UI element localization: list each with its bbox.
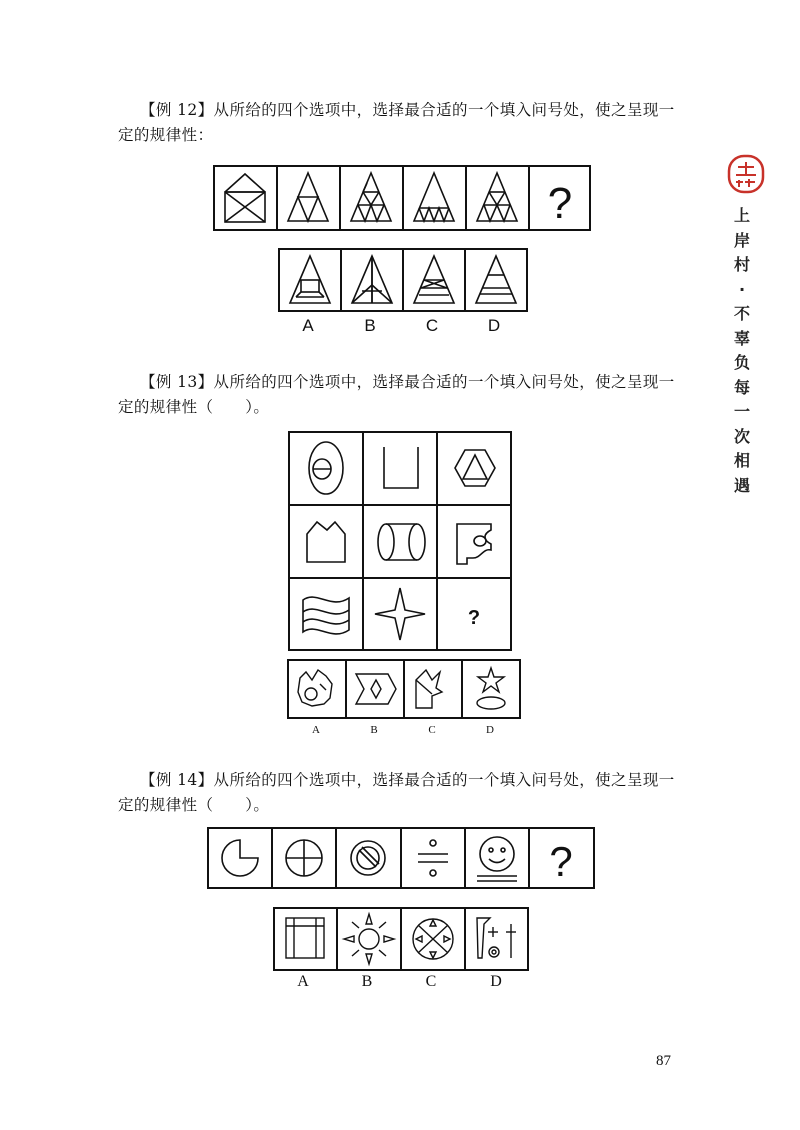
sidebar-char: 不 [733,304,750,323]
example-14-options-row [272,906,530,972]
sidebar-char: 负 [733,353,750,372]
example-14-figure-divide [418,840,448,876]
example-12-option-d-figure [476,256,516,303]
sidebar-char: 每 [733,377,750,397]
sidebar-char: 遇 [733,475,750,495]
example-13-line2: 定的规律性（ ）。 [118,398,270,416]
example-12-option-a-figure [290,256,330,303]
example-12-text [118,98,688,148]
example-13-option-d-figure [477,668,505,709]
example-14-option-c-figure [413,919,453,959]
example-14-line2: 定的规律性（ ）。 [118,796,270,814]
sidebar-char: 相 [733,451,750,470]
example-12-question-mark: ? [547,179,573,228]
example-13-cell-cylinder [378,524,425,560]
example-14-figure-circle-cross [286,840,322,876]
example-13-option-b-label[interactable]: B [370,724,378,736]
example-13-line1: 【例 13】从所给的四个选项中，选择最合适的一个填入问号处，使之呈现一 [140,373,675,391]
example-12-figure-1 [225,174,265,222]
example-13-option-c-label[interactable]: C [428,724,436,736]
example-14-question-row [206,826,596,890]
example-13-option-a-figure [298,670,332,706]
example-13-option-a-label[interactable]: A [312,724,320,736]
example-13-question-mark: ? [467,607,481,629]
sidebar-char: 辜 [733,328,750,348]
example-12-option-c-label[interactable]: C [425,316,439,335]
example-13-cell-house [307,522,345,562]
example-12-option-c-figure [414,256,454,303]
example-14-question-mark: ? [549,838,573,885]
example-13-text [118,370,688,420]
example-13-cell-hexagon [455,450,495,486]
example-12-option-a-label[interactable]: A [302,316,314,335]
example-12-line1: 【例 12】从所给的四个选项中，选择最合适的一个填入问号处，使之呈现一 [140,101,675,119]
page-number: 87 [656,1053,671,1069]
example-13-cell-star [375,588,425,640]
example-12-option-b-figure [352,256,392,303]
example-14-option-d-figure [477,918,516,958]
sidebar-char: · [738,279,746,299]
example-14-option-a-figure [286,918,324,958]
example-12-figure-2 [288,173,328,221]
example-13-options-row [286,658,522,720]
example-13-option-d-label[interactable]: D [486,724,494,736]
sidebar-char: 一 [733,402,750,421]
example-13-option-b-figure [356,674,396,704]
example-13-cell-ribbon [457,524,491,564]
sidebar-char: 上 [733,206,750,225]
example-14-option-b-figure [344,914,394,964]
example-14-option-b-label[interactable]: B [361,973,373,990]
example-14-option-a-label[interactable]: A [297,973,309,990]
example-12-line2: 定的规律性： [118,126,214,144]
sidebar-char: 次 [733,426,750,446]
example-12-figure-5 [477,173,517,221]
example-14-line1: 【例 14】从所给的四个选项中，选择最合适的一个填入问号处，使之呈现一 [140,771,675,789]
sidebar-char: 村 [733,255,750,274]
brand-seal-logo [727,154,765,194]
example-12-option-d-label[interactable]: D [487,316,501,335]
sidebar-char: 岸 [733,230,750,250]
example-14-figure-smiley [477,837,517,881]
example-14-text [118,768,688,818]
example-12-figure-4 [414,173,454,221]
example-14-figure-pie [222,840,258,876]
example-14-option-d-label[interactable]: D [490,973,502,990]
example-12-question-row [212,164,592,232]
example-12-options-row [277,247,529,313]
example-14-figure-no-sign [351,841,385,875]
example-13-cell-oval [309,442,343,494]
example-13-cell-u-shape [384,447,418,488]
example-14-option-c-label[interactable]: C [425,973,437,990]
example-13-cell-flag [303,597,349,634]
example-12-option-b-label[interactable]: B [364,316,376,335]
example-13-option-c-figure [416,670,442,708]
sidebar-slogan [731,204,753,498]
example-12-figure-3 [351,173,391,221]
example-13-question-grid [287,430,513,652]
